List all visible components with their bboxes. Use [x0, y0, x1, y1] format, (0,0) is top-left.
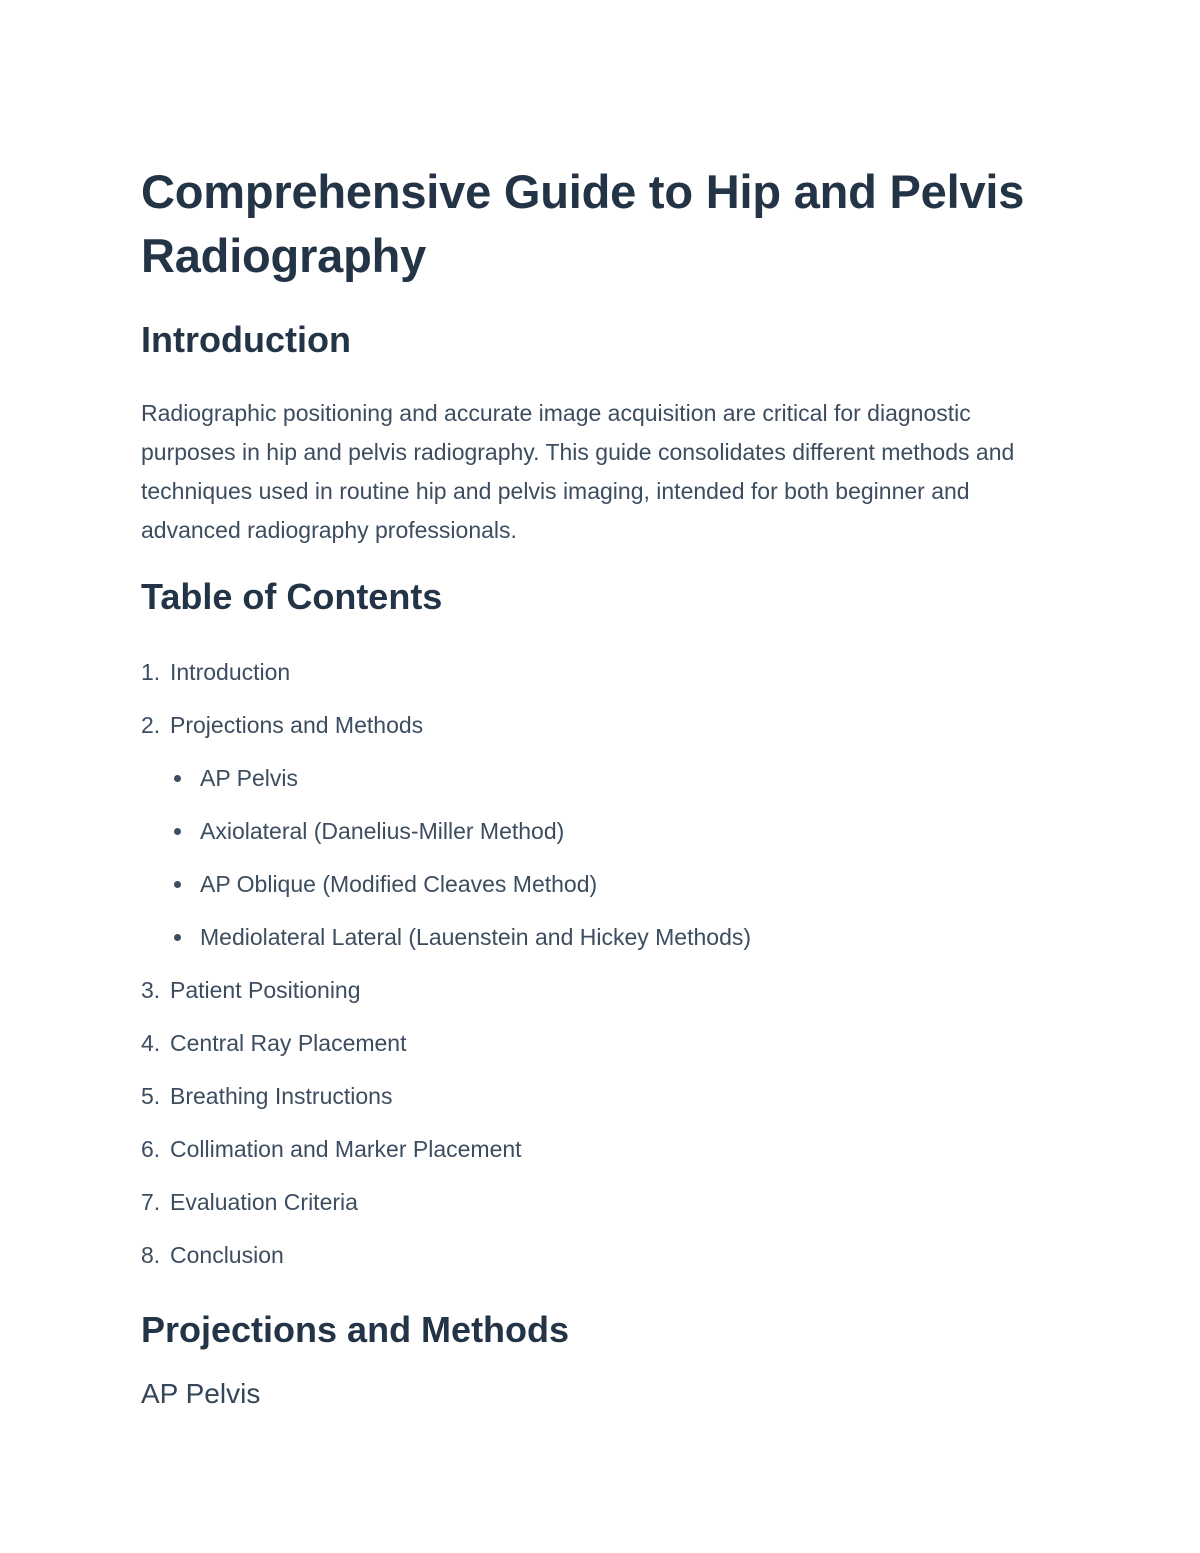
projections-heading: Projections and Methods	[141, 1309, 570, 1350]
toc-sublist	[141, 752, 1071, 964]
bullet-icon	[174, 881, 181, 888]
toc-subitem: Mediolateral Lateral (Lauenstein and Hickey Methods)	[171, 911, 1071, 964]
bullet-icon	[174, 934, 181, 941]
toc-item: 3. Patient Positioning	[141, 977, 361, 1003]
document-page	[141, 160, 1071, 1412]
bullet-icon	[174, 828, 181, 835]
toc-item: 7. Evaluation Criteria	[141, 1189, 358, 1215]
toc-subitem: AP Oblique (Modified Cleaves Method)	[171, 858, 1071, 911]
toc-item: 4. Central Ray Placement	[141, 1030, 407, 1056]
toc-item: 8. Conclusion	[141, 1242, 284, 1268]
ap-pelvis-subheading: AP Pelvis	[141, 1378, 261, 1409]
introduction-heading: Introduction	[141, 319, 351, 360]
introduction-paragraph: Radiographic positioning and accurate image acquisition are critical for diagnostic purposes in hip and pelvis radiography. This guide consolidates different methods and techniques used in routine hip and pelvis imaging, intended for both beginner and advanced radiography professionals.	[141, 400, 1015, 543]
toc-subitem: AP Pelvis	[171, 752, 1071, 805]
toc-item: 1. Introduction	[141, 659, 291, 685]
toc-subitem: Axiolateral (Danelius-Miller Method)	[171, 805, 1071, 858]
table-of-contents	[141, 646, 1071, 1282]
page-title: Comprehensive Guide to Hip and Pelvis Radiography	[141, 165, 1025, 282]
toc-heading: Table of Contents	[141, 576, 443, 617]
toc-item: 2. Projections and Methods AP Pelvis Axiolateral (Danelius-Miller Method) AP Oblique (Modified Cleaves Method) Mediolateral Lateral (Lauenstein and Hickey Methods)	[141, 699, 1071, 964]
toc-item: 5. Breathing Instructions	[141, 1083, 393, 1109]
toc-item: 6. Collimation and Marker Placement	[141, 1136, 522, 1162]
bullet-icon	[174, 775, 181, 782]
